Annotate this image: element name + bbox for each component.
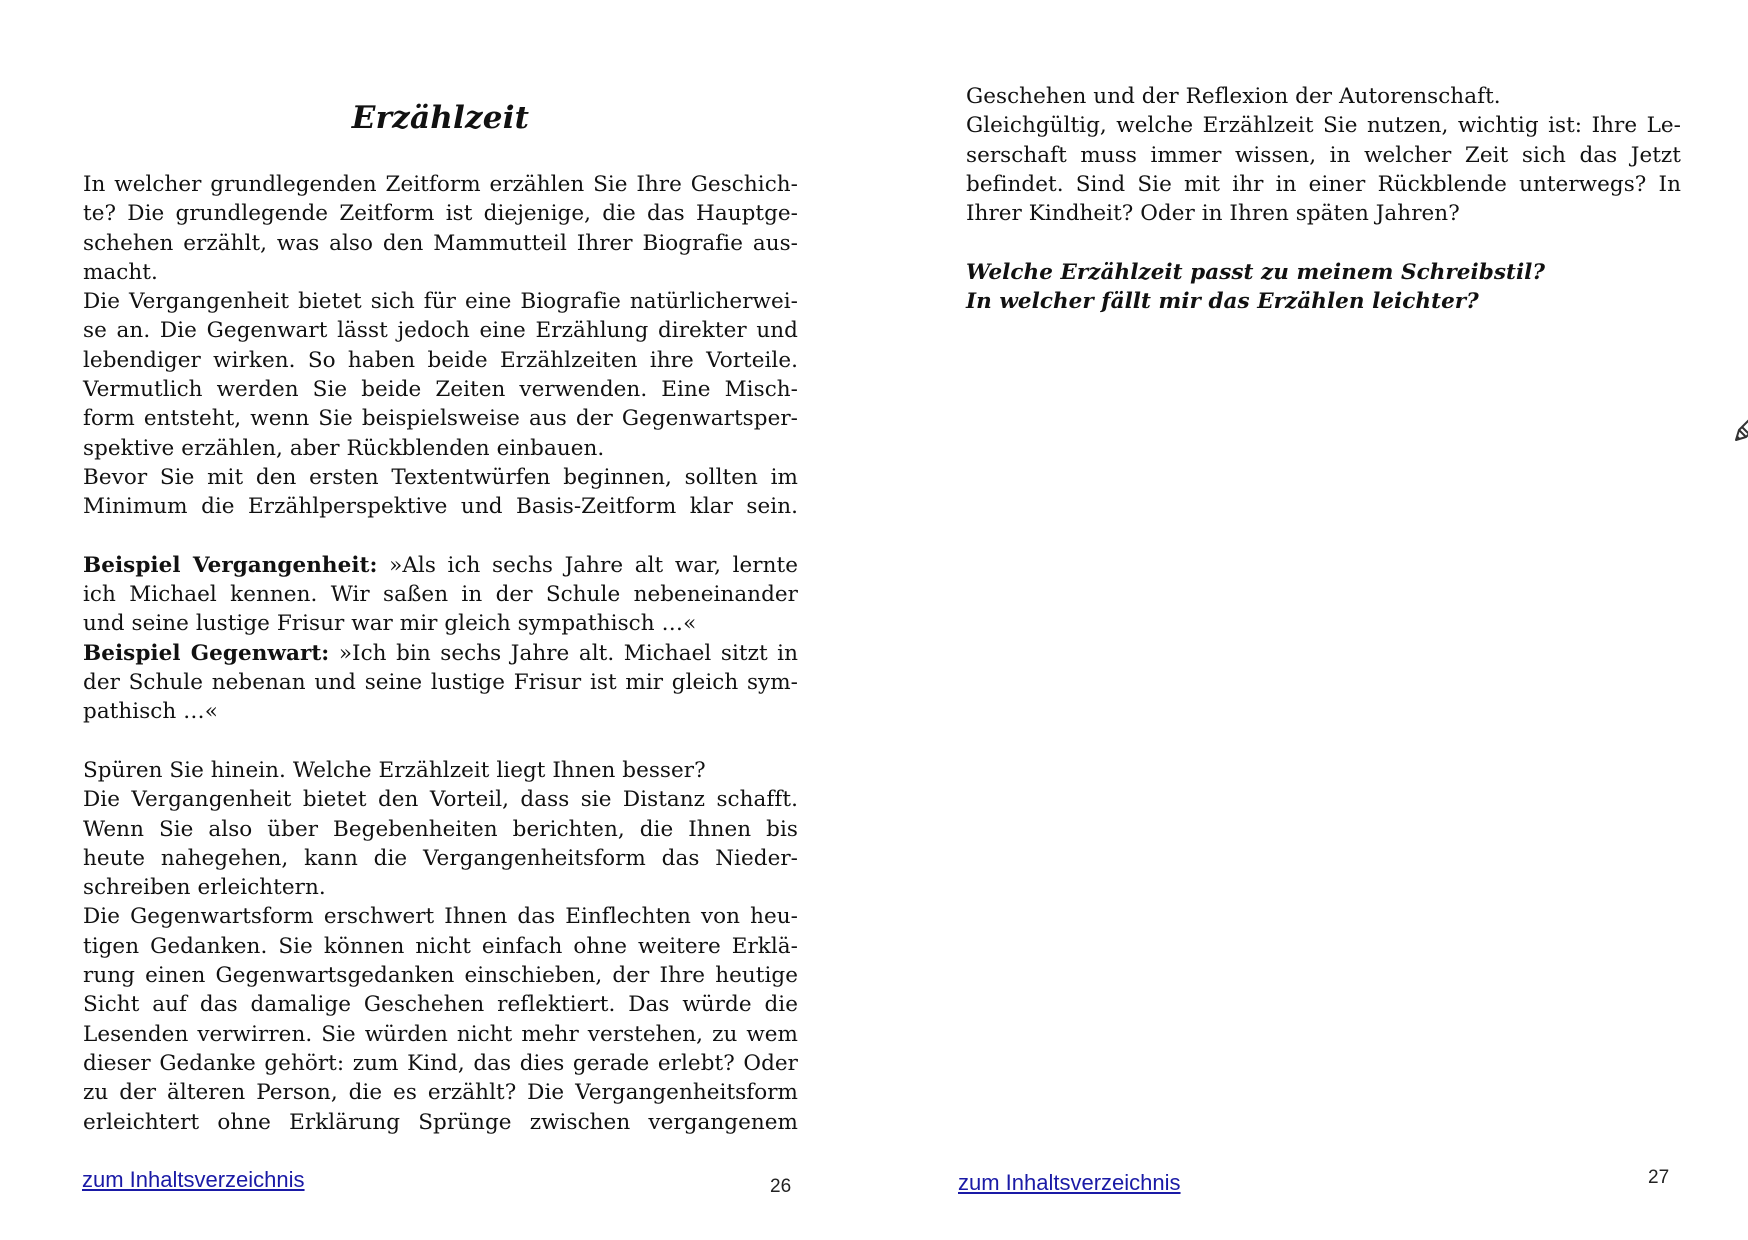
example-present-label: Beispiel Gegenwart:: [83, 640, 330, 666]
example-past-label: Beispiel Vergangenheit:: [83, 552, 378, 578]
text-line: Die Vergangenheit bietet sich für eine Biografie natürlicherwei-: [83, 289, 798, 315]
text-line: Die Gegenwartsform erschwert Ihnen das Einflechten von heu-: [83, 904, 798, 930]
text-line: der Schule nebenan und seine lustige Frisur ist mir gleich sym-: [83, 670, 798, 696]
text-line: Bevor Sie mit den ersten Textentwürfen beginnen, sollten im: [83, 464, 798, 490]
text-line: macht.: [83, 259, 158, 285]
text-line: ich Michael kennen. Wir saßen in der Schule nebeneinander: [83, 582, 798, 608]
text-line: rung einen Gegenwartsgedanken einschieben, der Ihre heutige: [83, 963, 798, 989]
text-line: schehen erzählt, was also den Mammutteil Ihrer Biografie aus-: [83, 230, 798, 256]
text-line: te? Die grundlegende Zeitform ist diejenige, die das Hauptge-: [83, 201, 798, 227]
example-present-line: [83, 639, 798, 668]
text-line: heute nahegehen, kann die Vergangenheitsform das Nieder-: [83, 845, 798, 871]
example-past-line: [83, 551, 798, 580]
text-line: In welcher grundlegenden Zeitform erzählen Sie Ihre Geschich-: [83, 172, 798, 197]
text-line: Wenn Sie also über Begebenheiten berichten, die Ihnen bis: [83, 816, 798, 842]
body-text: [966, 82, 1681, 316]
spacer: [83, 727, 798, 756]
spacer: [83, 522, 798, 551]
example-past-text: »Als ich sechs Jahre alt war, lernte: [377, 552, 798, 578]
text-line: und seine lustige Frisur war mir gleich sympathisch …«: [83, 611, 697, 637]
example-present-text: »Ich bin sechs Jahre alt. Michael sitzt in: [329, 640, 799, 666]
toc-link[interactable]: zum Inhaltsverzeichnis: [82, 1167, 305, 1192]
text-line: form entsteht, wenn Sie beispielsweise aus der Gegenwartsper-: [83, 406, 798, 432]
right-page: [874, 0, 1748, 1240]
text-line: spektive erzählen, aber Rückblenden einbauen.: [83, 435, 605, 461]
text-line: schreiben erleichtern.: [83, 875, 326, 901]
reflection-question: In welcher fällt mir das Erzählen leichter?: [966, 289, 1479, 315]
text-line: Sicht auf das damalige Geschehen reflektiert. Das würde die: [83, 992, 798, 1018]
text-line: Vermutlich werden Sie beide Zeiten verwenden. Eine Misch-: [83, 377, 798, 403]
toc-link[interactable]: zum Inhaltsverzeichnis: [958, 1170, 1181, 1195]
text-line: Geschehen und der Reflexion der Autorenschaft.: [966, 84, 1501, 109]
text-line: tigen Gedanken. Sie können nicht einfach ohne weitere Erklä-: [83, 933, 798, 959]
text-line: Minimum die Erzählperspektive und Basis-Zeitform klar sein.: [83, 494, 798, 520]
body-text: [83, 170, 798, 1137]
text-line: Ihrer Kindheit? Oder in Ihren späten Jahren?: [966, 201, 1460, 227]
reflection-question: Welche Erzählzeit passt zu meinem Schreibstil?: [966, 259, 1546, 285]
text-line: Lesenden verwirren. Sie würden nicht mehr verstehen, zu wem: [83, 1021, 798, 1047]
text-line: dieser Gedanke gehört: zum Kind, das dies gerade erlebt? Oder: [83, 1050, 798, 1076]
text-line: se an. Die Gegenwart lässt jedoch eine Erzählung direkter und: [83, 318, 798, 344]
text-line: Gleichgültig, welche Erzählzeit Sie nutzen, wichtig ist: Ihre Le-: [966, 113, 1681, 139]
text-line: lebendiger wirken. So haben beide Erzählzeiten ihre Vorteile.: [83, 347, 798, 373]
spacer: [966, 228, 1681, 257]
text-line: serschaft muss immer wissen, in welcher Zeit sich das Jetzt: [966, 142, 1681, 168]
page-number: 26: [770, 1176, 792, 1197]
text-line: erleichtert ohne Erklärung Sprünge zwischen vergangenem: [83, 1109, 798, 1135]
text-line: Spüren Sie hinein. Welche Erzählzeit liegt Ihnen besser?: [83, 757, 706, 783]
text-line: zu der älteren Person, die es erzählt? Die Vergangenheitsform: [83, 1080, 798, 1106]
pencil-icon: [1730, 404, 1748, 446]
page-title: Erzählzeit: [351, 100, 530, 136]
text-line: Die Vergangenheit bietet den Vorteil, dass sie Distanz schafft.: [83, 787, 798, 813]
page-number: 27: [1648, 1167, 1670, 1188]
text-line: pathisch …«: [83, 699, 218, 725]
text-line: befindet. Sind Sie mit ihr in einer Rückblende unterwegs? In: [966, 171, 1681, 197]
